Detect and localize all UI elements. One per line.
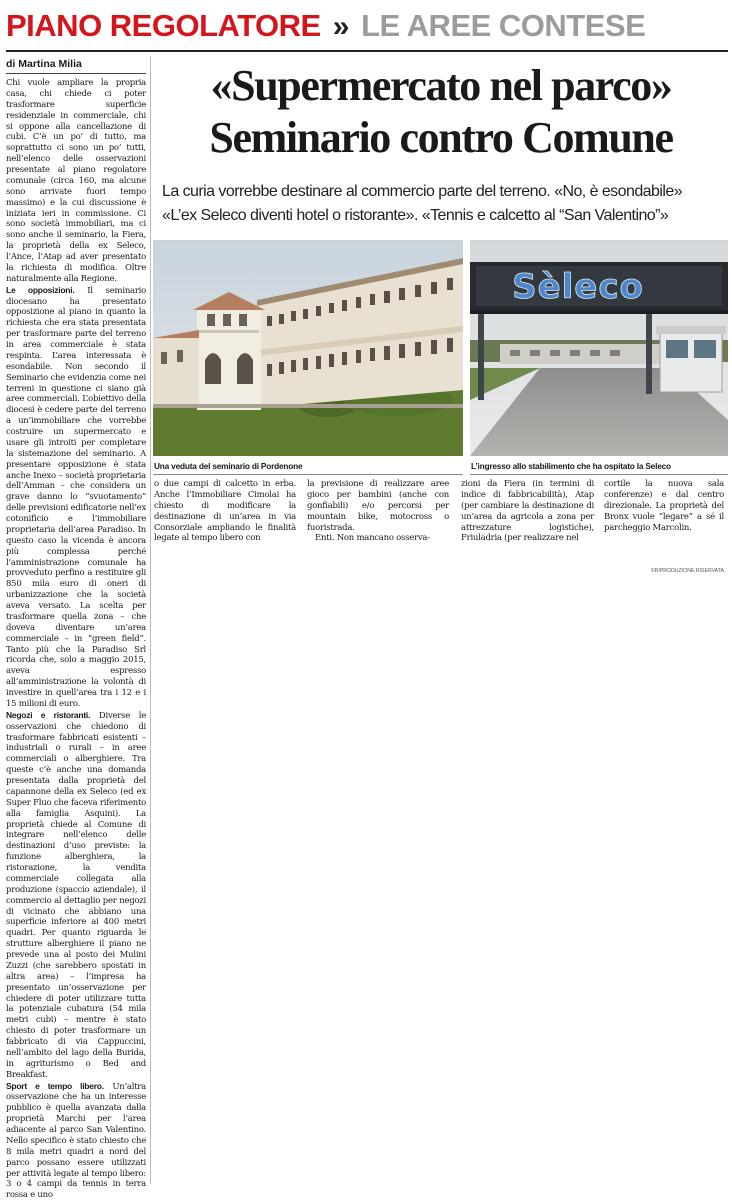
subheading-negozi: Negozi e ristoranti. [6, 710, 90, 720]
kicker-separator: » [333, 10, 349, 43]
byline-rule [6, 73, 146, 74]
paragraph-opposizioni: Il seminario diocesano ha presentato opposizione al piano in quanto la richiesta che era stata presentata per trasformare parte del terreno in area commerciale è stata respinta. L’area interessata è esondabile. Non secondo il Seminario che evidenzia come nei terreni in questione ci siano già aree commerciali. L’obiettivo della diocesi è cedere parte del terreno a un’immobiliare che vorrebbe costruire un supermercato e usare gli introiti per completare la sistemazione del seminario. A presentare opposizione è stata anche Inexo – società proprietaria dell’Amman – che considera un grave danno lo “svuotamento” delle previsioni edificatorie nell’ex cotonificio e l’immobiliare proprietaria dell’area Paradiso. In questo caso la vicenda è ancora più complessa perché l’amministrazione comunale ha provveduto perfino a restituire gli 850 mila euro di oneri di urbanizzazione che la società aveva versato. La scelta per trasformare quella zona – che doveva diventare un’area commerciale – in “green field”. Tanto più che la Paradiso Srl ricorda che, solo a maggio 2015, aveva espresso all’amministrazione la volontà di investire in quell’area tra i 12 e i 15 milioni di euro. [6, 286, 146, 709]
subheading-opposizioni: Le opposizioni. [6, 285, 74, 295]
photo-caption-right: L’ingresso allo stabilimento che ha ospitato la Seleco [471, 459, 729, 473]
headline [155, 60, 727, 172]
paragraph-negozi: Diverse le osservazioni che chiedono di trasformare fabbricati esistenti – industriali o rurali – in aree commerciali o alberghiere. Tra queste c’è anche una domanda presentata dalla proprietà del capannone della ex Seleco (ed ex Super Fluo che faceva riferimento alla famiglia Asquini). La proprietà chiede al Comune di integrare nell’elenco delle destinazioni d’uso previste: la funzione alberghiera, la ristorazione, la vendita commerciale collegata alla produzione (spaccio aziendale), il commercio al dettaglio per negozi di vicinato che abbiano una superficie inferiore ai 400 metri quadri. Per quanto riguarda le strutture alberghiere il piano ne prevede una al posto dei Mulini Zuzzi (che sarebbero spostati in altra area) – l’impresa ha presentato un’osservazione per chiedere di poter utilizzare tutta la potenziale cubatura (54 mila metri cubi) – mentre è stato chiesto di poter trasformare un fabbricato di via Cappuccini, nell’ambito del lago della Burida, in agriturismo o Bed and Breakfast. [6, 711, 146, 1080]
headline-line-2: Seminario contro Comune [155, 112, 727, 164]
photo-caption-left: Una veduta del seminario di Pordenone [154, 459, 464, 473]
subheadline-line-1: La curia vorrebbe destinare al commercio parte del terreno. «No, è esondabile» [162, 180, 728, 204]
byline: di Martina Milia [6, 56, 146, 72]
copyright-notice: ©RIPRODUZIONE RISERVATA [604, 566, 724, 576]
article-column-2: o due campi di calcetto in erba. Anche l’Immobiliare Cimolai ha chiesto di modificare la destinazione di un’area in via Consorziale ampliando le finalità legate al tempo libero con [154, 479, 296, 579]
subheadline-line-2: «L’ex Seleco diventi hotel o ristorante». «Tennis e calcetto al “San Valentino”» [162, 204, 728, 228]
article-column-3-enti: Enti. Non mancano osserva- [307, 533, 449, 544]
subheading-sport: Sport e tempo libero. [6, 1081, 104, 1091]
article-column-5: cortile la nuova sala conferenze) e dal centro direzionale. La proprietà del Bronx vuole “legare” a sé il parcheggio Marcolin. [604, 479, 724, 579]
column-divider [150, 56, 151, 1184]
article-section-negozi [6, 710, 146, 1081]
header-rule [6, 50, 728, 52]
article-column-1 [6, 78, 146, 1184]
seleco-entrance-photo [470, 240, 728, 456]
seleco-sign-text: Sèleco [512, 267, 644, 307]
section-kicker [6, 4, 726, 48]
article-section-opposizioni [6, 285, 146, 710]
subheadline [162, 180, 728, 230]
kicker-section: PIANO REGOLATORE [6, 8, 321, 43]
seleco-entrance-image [470, 240, 728, 456]
article-column-4: zioni da Fiera (in termini di indice di fabbricabilità), Atap (per cambiare la destinazione di un’area da agricola a zona per attrezzature logistiche), Friuladria (per realizzare nel [461, 479, 594, 579]
seminary-building-image [153, 240, 463, 456]
headline-line-1: «Supermercato nel parco» [155, 60, 727, 112]
paragraph-sport: Un’altra osservazione che ha un interesse pubblico è quella avanzata dalla proprietà Marchi per l’area adiacente al parco San Valentino. Nello specifico è stato chiesto che 8 mila metri quadri a nord del parco possano essere utilizzati per attività legate al tempo libero: 3 o 4 campi da tennis in terra rossa e uno [6, 1082, 146, 1201]
article-column-3-text: la previsione di realizzare aree gioco per bambini (anche con gonfiabili) e/o percorsi per mountain bike, motocross o fuoristrada. [307, 479, 449, 533]
article-section-sport [6, 1081, 146, 1201]
caption-rule-left [153, 474, 463, 475]
seminary-photo [153, 240, 463, 456]
caption-rule-right [470, 474, 728, 475]
article-column-3 [307, 479, 449, 579]
article-intro: Chi vuole ampliare la propria casa, chi chiede ci poter trasformare superficie residenziale in commerciale, chi si oppone alla cancellazione di cubi. C’è un po’ di tutto, ma soprattutto ci sono un po’ tutti, nell’elenco delle osservazioni presentate al piano regolatore comunale (circa 160, ma alcune sono arrivate fuori tempo massimo) e la cui discussione è iniziata ieri in commissione. Ci sono società immobiliari, ma ci sono anche il seminario, la Fiera, la proprietà della ex Seleco, l’Ance, l’Atap ad aver presentato la richiesta di modifica. Oltre naturalmente alla Regione. [6, 78, 146, 285]
kicker-topic: LE AREE CONTESE [361, 8, 645, 43]
